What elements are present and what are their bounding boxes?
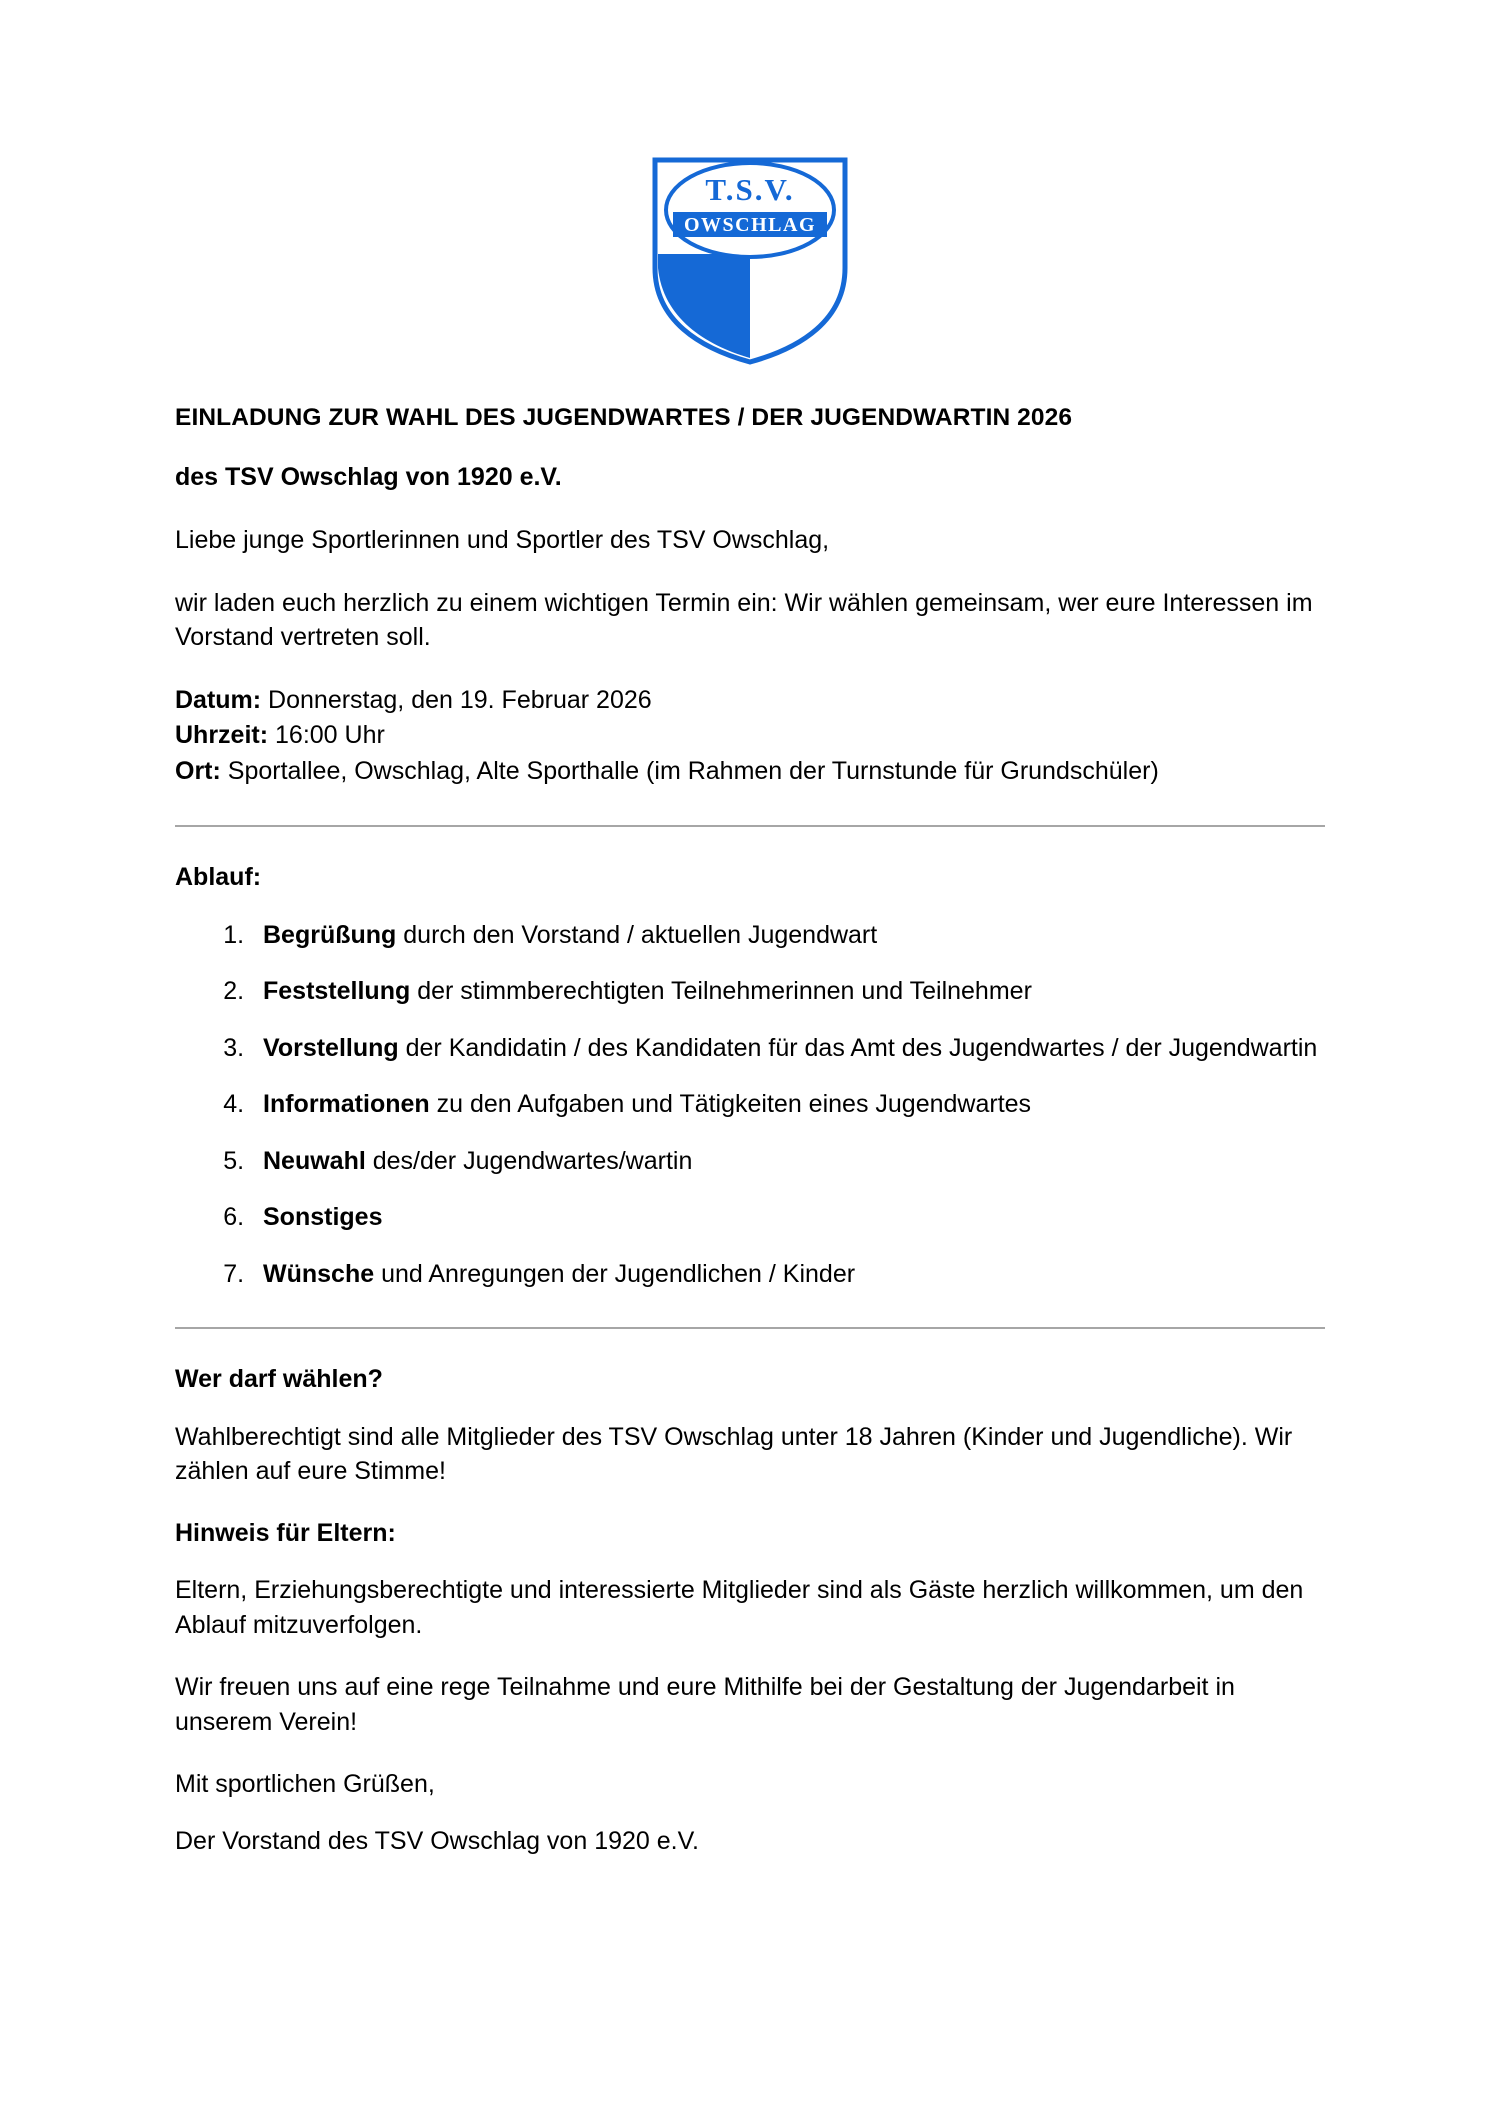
detail-location-value: Sportallee, Owschlag, Alte Sporthalle (im Rahmen der Turnstunde für Grundschüler)	[220, 756, 1159, 785]
intro-paragraph: wir laden euch herzlich zu einem wichtigen Termin ein: Wir wählen gemeinsam, wer eure Interessen im Vorstand vertreten soll.	[175, 588, 1313, 652]
agenda-item-title: Vorstellung	[263, 1033, 399, 1062]
agenda-heading: Ablauf:	[175, 863, 262, 892]
agenda-list	[175, 918, 1325, 1292]
agenda-item-text: zu den Aufgaben und Tätigkeiten eines Jugendwartes	[429, 1090, 1032, 1119]
detail-time	[175, 718, 1325, 754]
detail-location-label: Ort:	[175, 756, 221, 785]
list-item	[251, 1031, 1325, 1066]
agenda-item-title: Informationen	[263, 1090, 430, 1119]
greeting-paragraph: Liebe junge Sportlerinnen und Sportler des TSV Owschlag,	[175, 526, 830, 555]
svg-text:OWSCHLAG: OWSCHLAG	[683, 214, 817, 236]
voters-paragraph: Wahlberechtigt sind alle Mitglieder des TSV Owschlag unter 18 Jahren (Kinder und Jugendliche). Wir zählen auf eure Stimme!	[175, 1422, 1293, 1486]
svg-text:T.S.V.: T.S.V.	[705, 172, 795, 207]
agenda-item-title: Begrüßung	[263, 920, 397, 949]
list-item	[251, 1200, 1325, 1235]
detail-time-value: 16:00 Uhr	[268, 721, 385, 750]
event-details	[175, 683, 1325, 790]
agenda-item-text: des/der Jugendwartes/wartin	[365, 1146, 693, 1175]
agenda-item-text: durch den Vorstand / aktuellen Jugendwart	[396, 920, 878, 949]
divider-bottom	[175, 1327, 1325, 1329]
list-item	[251, 1257, 1325, 1292]
agenda-item-title: Wünsche	[263, 1259, 375, 1288]
agenda-item-title: Neuwahl	[263, 1146, 366, 1175]
detail-date-label: Datum:	[175, 685, 262, 714]
page-subtitle: des TSV Owschlag von 1920 e.V.	[175, 462, 562, 491]
detail-date	[175, 683, 1325, 719]
tsv-owschlag-crest-icon	[641, 150, 859, 368]
regards-line: Mit sportlichen Grüßen,	[175, 1770, 435, 1799]
detail-location	[175, 754, 1325, 790]
list-item	[251, 974, 1325, 1009]
parents-paragraph: Eltern, Erziehungsberechtigte und interessierte Mitglieder sind als Gäste herzlich willkommen, um den Ablauf mitzuverfolgen.	[175, 1576, 1304, 1639]
agenda-item-text: der stimmberechtigten Teilnehmerinnen und Teilnehmer	[410, 977, 1032, 1006]
page-title: EINLADUNG ZUR WAHL DES JUGENDWARTES / DER JUGENDWARTIN 2026	[175, 404, 1073, 431]
list-item	[251, 918, 1325, 953]
parents-heading: Hinweis für Eltern:	[175, 1518, 396, 1547]
agenda-item-text: der Kandidatin / des Kandidaten für das Amt des Jugendwartes / der Jugendwartin	[398, 1033, 1318, 1062]
agenda-item-title: Sonstiges	[263, 1203, 383, 1232]
voters-heading: Wer darf wählen?	[175, 1365, 383, 1394]
closing-paragraph: Wir freuen uns auf eine rege Teilnahme und eure Mithilfe bei der Gestaltung der Jugendarbeit in unserem Verein!	[175, 1673, 1235, 1736]
agenda-item-title: Feststellung	[263, 977, 411, 1006]
list-item	[251, 1144, 1325, 1179]
divider-top	[175, 825, 1325, 827]
list-item	[251, 1087, 1325, 1122]
detail-time-label: Uhrzeit:	[175, 721, 269, 750]
signature-line: Der Vorstand des TSV Owschlag von 1920 e.V.	[175, 1826, 699, 1855]
detail-date-value: Donnerstag, den 19. Februar 2026	[261, 685, 652, 714]
logo-container	[175, 150, 1325, 368]
agenda-item-text: und Anregungen der Jugendlichen / Kinder	[374, 1259, 856, 1288]
